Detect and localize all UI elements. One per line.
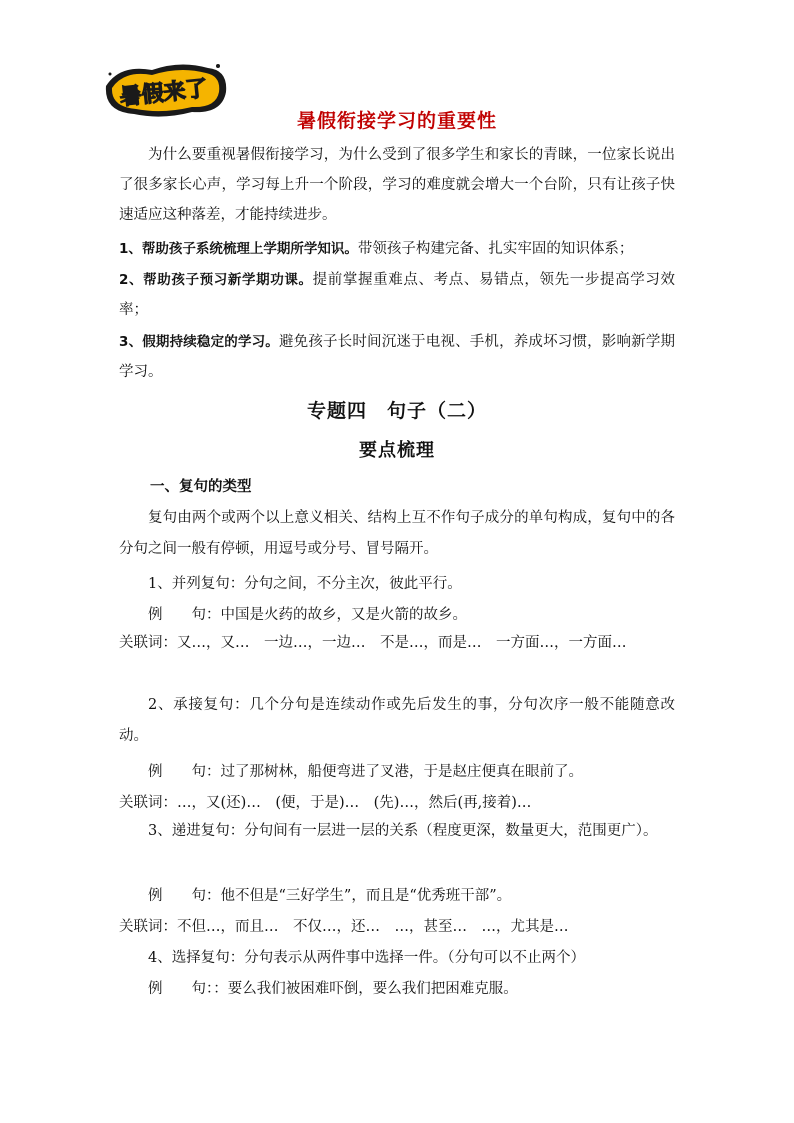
type-3-title: 3、递进复句：分句间有一层进一层的关系（程度更深，数量更大，范围更广）。 xyxy=(148,823,658,839)
benefit-item-2-bold: 2、帮助孩子预习新学期功课。 xyxy=(119,272,313,288)
definition-paragraph: 复句由两个或两个以上意义相关、结构上互不作句子成分的单句构成，复句中的各分句之间一般有停顿，用逗号或分号、冒号隔开。 xyxy=(119,510,675,557)
type-4-example: 例 句：：要么我们被困难吓倒，要么我们把困难克服。 xyxy=(148,981,518,997)
section-subtitle: 要点梳理 xyxy=(359,440,435,461)
section-heading: 一、复句的类型 xyxy=(150,479,252,495)
type-2-words: 关联词：…，又(还)… (便，于是)… (先)…，然后(再,接着)… xyxy=(119,795,532,811)
intro-paragraph: 为什么要重视暑假衔接学习，为什么受到了很多学生和家长的青睐，一位家长说出了很多家长心声，学习每上升一个阶段，学习的难度就会增大一个台阶，只有让孩子快速适应这种落差，才能持续进步。 xyxy=(119,147,675,223)
benefit-item-1 xyxy=(119,234,675,264)
type-1-title: 1、并列复句：分句之间，不分主次，彼此平行。 xyxy=(148,576,462,592)
benefit-item-2-text: 提前掌握重难点、考点、易错点，领先一步提高学习效率； xyxy=(119,272,675,318)
benefit-item-3-text: 避免孩子长时间沉迷于电视、手机，养成坏习惯，影响新学期学习。 xyxy=(119,334,675,380)
benefit-item-3 xyxy=(119,327,675,387)
benefit-item-1-text: 带领孩子构建完备、扎实牢固的知识体系； xyxy=(357,241,634,257)
logo-lettering: 暑假来了 xyxy=(118,76,209,111)
type-1-example: 例 句：中国是火药的故乡，又是火箭的故乡。 xyxy=(148,607,467,623)
section-title: 专题四 句子（二） xyxy=(306,400,487,422)
type-1-words: 关联词：又…，又… 一边…，一边… 不是…，而是… 一方面…，一方面… xyxy=(119,635,627,651)
page-title: 暑假衔接学习的重要性 xyxy=(296,110,497,132)
type-3-example: 例 句：他不但是“三好学生”，而且是“优秀班干部”。 xyxy=(148,888,512,904)
type-3-words: 关联词：不但…，而且… 不仅…，还… …，甚至… …，尤其是… xyxy=(119,919,569,935)
benefit-item-1-bold: 1、帮助孩子系统梳理上学期所学知识。 xyxy=(119,241,358,257)
benefit-item-2 xyxy=(119,265,675,325)
type-2-example: 例 句：过了那树林，船便弯进了叉港，于是赵庄便真在眼前了。 xyxy=(148,764,583,780)
benefit-item-3-bold: 3、假期持续稳定的学习。 xyxy=(119,334,279,350)
type-2-title: 2、承接复句：几个分句是连续动作或先后发生的事，分句次序一般不能随意改动。 xyxy=(119,697,675,744)
type-4-title: 4、选择复句：分句表示从两件事中选择一件。（分句可以不止两个） xyxy=(148,950,585,966)
